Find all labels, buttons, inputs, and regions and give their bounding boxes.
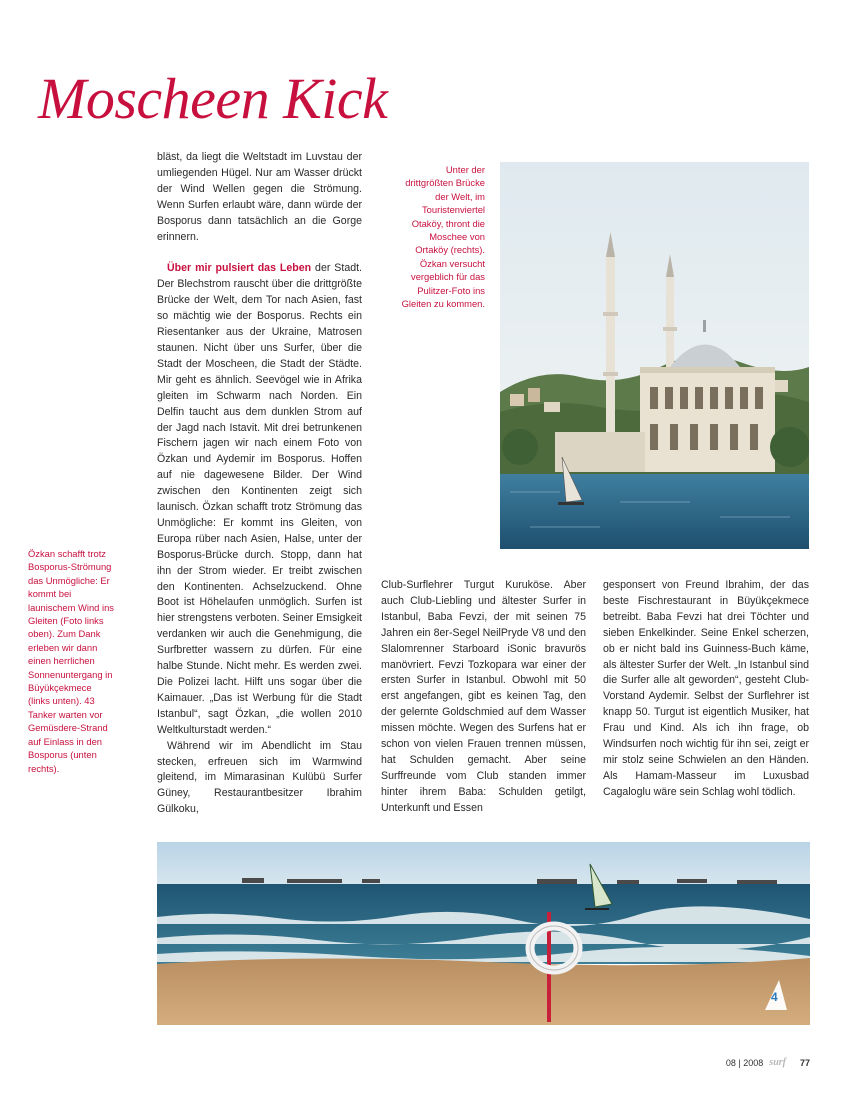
beach-sand	[157, 958, 810, 1025]
paragraph-1: bläst, da liegt die Weltstadt im Luvstau der umliegenden Hügel. Nur am Wasser drückt der Wind Wellen gegen die Strömung. Wenn Surfen erlaubt wäre, dann würde der Bosporus dann tatsächlich an die Gorge erinnern.	[157, 151, 362, 243]
minaret-left	[606, 257, 615, 457]
paragraph-3: Während wir im Abendlicht im Stau stecken, erfreuen sich im Warmwind gleitend, im Mimarasinan Kulübü Surfer Güney, Restaurantbesitzer Ibrahim Gülkoku,	[157, 739, 362, 816]
text-column-1	[157, 150, 362, 818]
paragraph-2-body: der Stadt. Der Blechstrom rauscht über die drittgrößte Brücke der Welt, dem Tor nach Asien, fast so mächtig wie der Bosporus. Rechts ein Riesentanker aus der Ukraine, Matrosen staunen. Nicht über uns Surfer, über die Stadt der Moscheen, die Stadt der Städte. Mir geht es ähnlich. Seevögel wie in Afrika gleiten im Schwarm nach Norden. Ein Delfin taucht aus dem dunklen Strom auf der Jagd nach Istavit. Mit drei betrunkenen Fischern jagen wir nach einem Foto von Özkan und Aydemir im Bosporus. Hoffen auf nie dagewesene Bilder. Der Wind zwischen den Kontinenten zeigt sich launisch. Özkan schafft trotz Strömung das Unmögliche: Er kommt ins Gleiten, von Europa rüber nach Asien, Halse, unter der Bosporus-Brücke durch. Stopp, dann hat ihn der Strom wieder. Er treibt zwischen den Kontinenten. Achselzuckend. Ohne Boot ist Höhelaufen unmöglich. Surfen ist hier strengstens verboten. Seiner Emsigkeit verdanken wir auch die Genehmigung, die Surfbretter wassern zu dürfen. Für eine halbe Stunde. Nicht mehr. Es werden zwei. Die Polizei lacht. Hilft uns sogar über die Kaimauer. „Das ist Werbung für die Stadt Istanbul“, sagt Özkan, „die wollen 2010 Weltkulturstadt werden.“	[157, 262, 362, 736]
page-footer	[726, 1057, 810, 1068]
mosque-building	[640, 367, 775, 472]
photo-number-badge: 4	[771, 990, 778, 1004]
issue-date: 08 | 2008	[725, 1057, 764, 1068]
caption-top: Unter der drittgrößten Brücke der Welt, im Touristenviertel Otaköy, thront die Moschee von Ortaköy (rechts). Özkan versucht vergeblich für das Pulitzer-Foto ins Gleiten zu kommen.	[401, 164, 485, 310]
article-title: Moscheen Kick	[38, 66, 388, 131]
mosque-photo	[500, 162, 809, 549]
text-column-3	[603, 578, 809, 801]
beach-photo	[157, 842, 810, 1025]
paragraph-lead: Über mir pulsiert das Leben	[167, 262, 312, 275]
beach-illustration	[157, 842, 810, 1025]
paragraph-col2: Club-Surflehrer Turgut Kuruköse. Aber auch Club-Liebling und ältester Surfer in Istanbul, Baba Fevzi, der mit seinen 75 Jahren ein 8er-Segel NeilPryde V8 und den Slalomrenner Starboard iSonic bravurös manövriert. Fevzi Tozkopara war einer der ersten Surfer in Istanbul. Obwohl mit 50 erst angefangen, gibt es keinen Tag, den der gelernte Goldschmied auf dem Wasser missen möchte. Wegen des Surfens hat er schon von vielen Frauen trennen müssen, hat Schulden gemacht. Aber seine Surffreunde vom Club standen immer hinter ihrem Baba: Schulden getilgt, Unterkunft und Essen	[381, 579, 586, 814]
mosque-illustration	[500, 162, 809, 549]
paragraph-col3: gesponsert von Freund Ibrahim, der das beste Fischrestaurant in Büyükçekmece betreibt. Baba Fevzi hat drei Töchter und sieben Enkelkinder. Seine Enkel scherzen, ob er nicht bald ins Guinness-Buch käme, als ältester Surfer der Welt. „In Istanbul sind die Surfer alle alt geworden“, gesteht Club-Vorstand Aydemir. Selbst der Surflehrer ist knapp 50. Turgut ist eigentlich Musiker, hat Frau und Kind. Als ich ihn frage, ob Windsurfen noch wichtig für ihn sei, zeigt er mir stolz seine Schwielen an den Händen. Als Hamam-Masseur im Luxusbad Cagaloglu wäre sein Schlag wohl tödlich.	[603, 579, 809, 798]
magazine-logo: surf	[769, 1057, 786, 1068]
paragraph-2	[157, 261, 362, 738]
text-column-2	[381, 578, 586, 817]
page-number: 77	[799, 1057, 810, 1068]
bosporus-water	[500, 474, 809, 549]
caption-left: Özkan schafft trotz Bosporus-Strömung das Unmögliche: Er kommt bei launischem Wind ins Gleiten (Foto links oben). Zum Dank erleben wir dann einen herrlichen Sonnenuntergang in Büyükçekmece (links unten). 43 Tanker warten vor Gemüsdere-Strand auf Einlass in den Bosporus (unten rechts).	[28, 548, 114, 774]
